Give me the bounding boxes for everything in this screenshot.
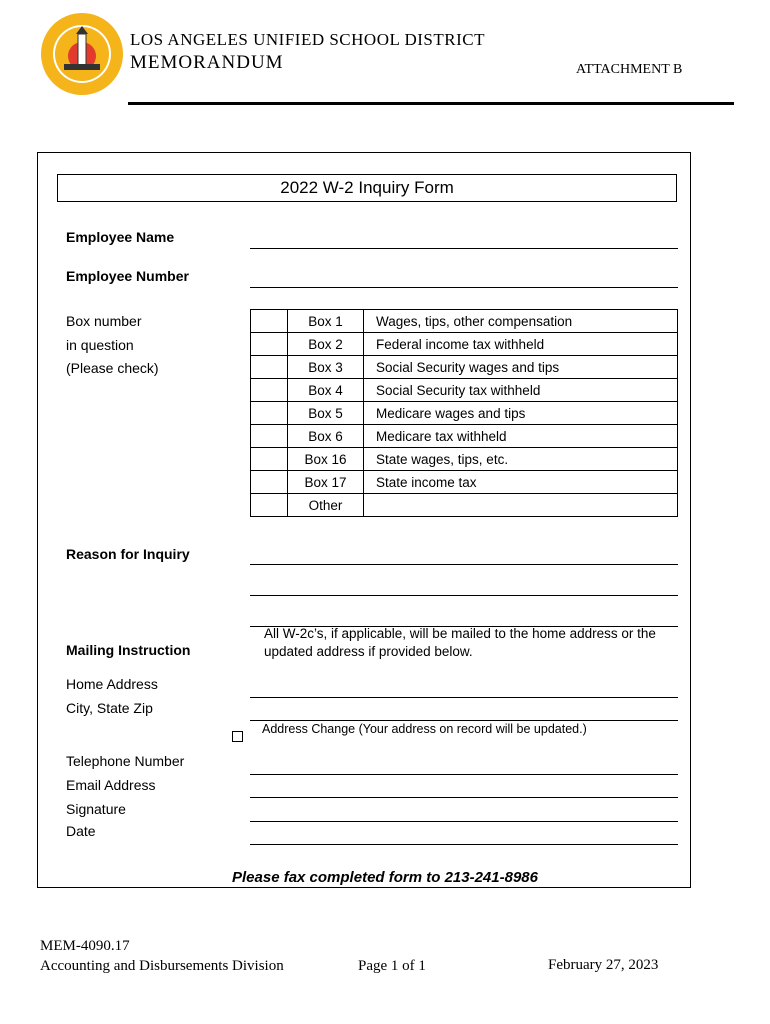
box-description: Federal income tax withheld <box>364 333 678 356</box>
box-row <box>251 310 678 333</box>
box-question-label-1: Box number <box>66 313 142 329</box>
box-number: Box 4 <box>288 379 364 402</box>
box-description: Medicare wages and tips <box>364 402 678 425</box>
box-number: Box 5 <box>288 402 364 425</box>
box-row <box>251 448 678 471</box>
box-number: Box 1 <box>288 310 364 333</box>
box-question-label-2: in question <box>66 337 134 353</box>
reason-label: Reason for Inquiry <box>66 546 190 562</box>
box-row <box>251 402 678 425</box>
address-change-note: Address Change (Your address on record will be updated.) <box>262 722 587 736</box>
mailing-note: All W-2c’s, if applicable, will be mailed to the home address or the updated address if provided below. <box>264 626 656 659</box>
box-checkbox-cell[interactable] <box>251 425 288 448</box>
box-number: Box 3 <box>288 356 364 379</box>
telephone-label: Telephone Number <box>66 753 185 769</box>
box-row <box>251 333 678 356</box>
fax-instruction: Please fax completed form to 213-241-8986 <box>232 869 538 886</box>
form-number: MEM-4090.17 <box>40 938 130 954</box>
page-number: Page 1 of 1 <box>358 958 426 974</box>
reason-line-1[interactable] <box>250 564 678 565</box>
box-question-label-3: (Please check) <box>66 360 159 376</box>
box-number: Box 16 <box>288 448 364 471</box>
mailing-instruction-label: Mailing Instruction <box>66 642 191 658</box>
signature-label: Signature <box>66 801 126 817</box>
box-number: Other <box>288 494 364 517</box>
box-description: State wages, tips, etc. <box>364 448 678 471</box>
home-address-field[interactable] <box>250 697 678 698</box>
date-field[interactable] <box>250 844 678 845</box>
box-row <box>251 356 678 379</box>
box-description: Wages, tips, other compensation <box>364 310 678 333</box>
box-number: Box 17 <box>288 471 364 494</box>
box-checkbox-cell[interactable] <box>251 333 288 356</box>
email-field[interactable] <box>250 797 678 798</box>
box-checkbox-cell[interactable] <box>251 356 288 379</box>
box-checkbox-cell[interactable] <box>251 379 288 402</box>
box-row <box>251 379 678 402</box>
box-checkbox-cell[interactable] <box>251 448 288 471</box>
box-checkbox-cell[interactable] <box>251 494 288 517</box>
date-label: Date <box>66 823 96 839</box>
form-title: 2022 W-2 Inquiry Form <box>57 174 677 202</box>
box-checkbox-cell[interactable] <box>251 310 288 333</box>
employee-name-label: Employee Name <box>66 229 175 245</box>
box-description: Social Security wages and tips <box>364 356 678 379</box>
box-selection-table <box>250 309 678 517</box>
address-change-checkbox[interactable] <box>232 731 243 742</box>
box-number: Box 6 <box>288 425 364 448</box>
box-row <box>251 494 678 517</box>
box-description: Social Security tax withheld <box>364 379 678 402</box>
box-description: State income tax <box>364 471 678 494</box>
employee-name-field[interactable] <box>250 248 678 249</box>
memorandum-heading: MEMORANDUM <box>130 52 284 73</box>
box-description: Medicare tax withheld <box>364 425 678 448</box>
district-name: LOS ANGELES UNIFIED SCHOOL DISTRICT <box>130 30 485 49</box>
telephone-field[interactable] <box>250 774 678 775</box>
district-seal-logo <box>40 12 124 96</box>
header-rule <box>128 102 734 105</box>
box-description <box>364 494 678 517</box>
reason-line-2[interactable] <box>250 595 678 596</box>
employee-number-field[interactable] <box>250 287 678 288</box>
city-state-zip-field[interactable] <box>250 720 678 721</box>
home-address-label: Home Address <box>66 676 158 692</box>
email-label: Email Address <box>66 777 156 793</box>
memo-date: February 27, 2023 <box>548 957 659 973</box>
box-checkbox-cell[interactable] <box>251 402 288 425</box>
box-row <box>251 425 678 448</box>
box-checkbox-cell[interactable] <box>251 471 288 494</box>
city-state-zip-label: City, State Zip <box>66 700 153 716</box>
attachment-label: ATTACHMENT B <box>576 62 683 77</box>
signature-field[interactable] <box>250 821 678 822</box>
employee-number-label: Employee Number <box>66 268 189 284</box>
division-name: Accounting and Disbursements Division <box>40 958 284 974</box>
box-number: Box 2 <box>288 333 364 356</box>
box-row <box>251 471 678 494</box>
